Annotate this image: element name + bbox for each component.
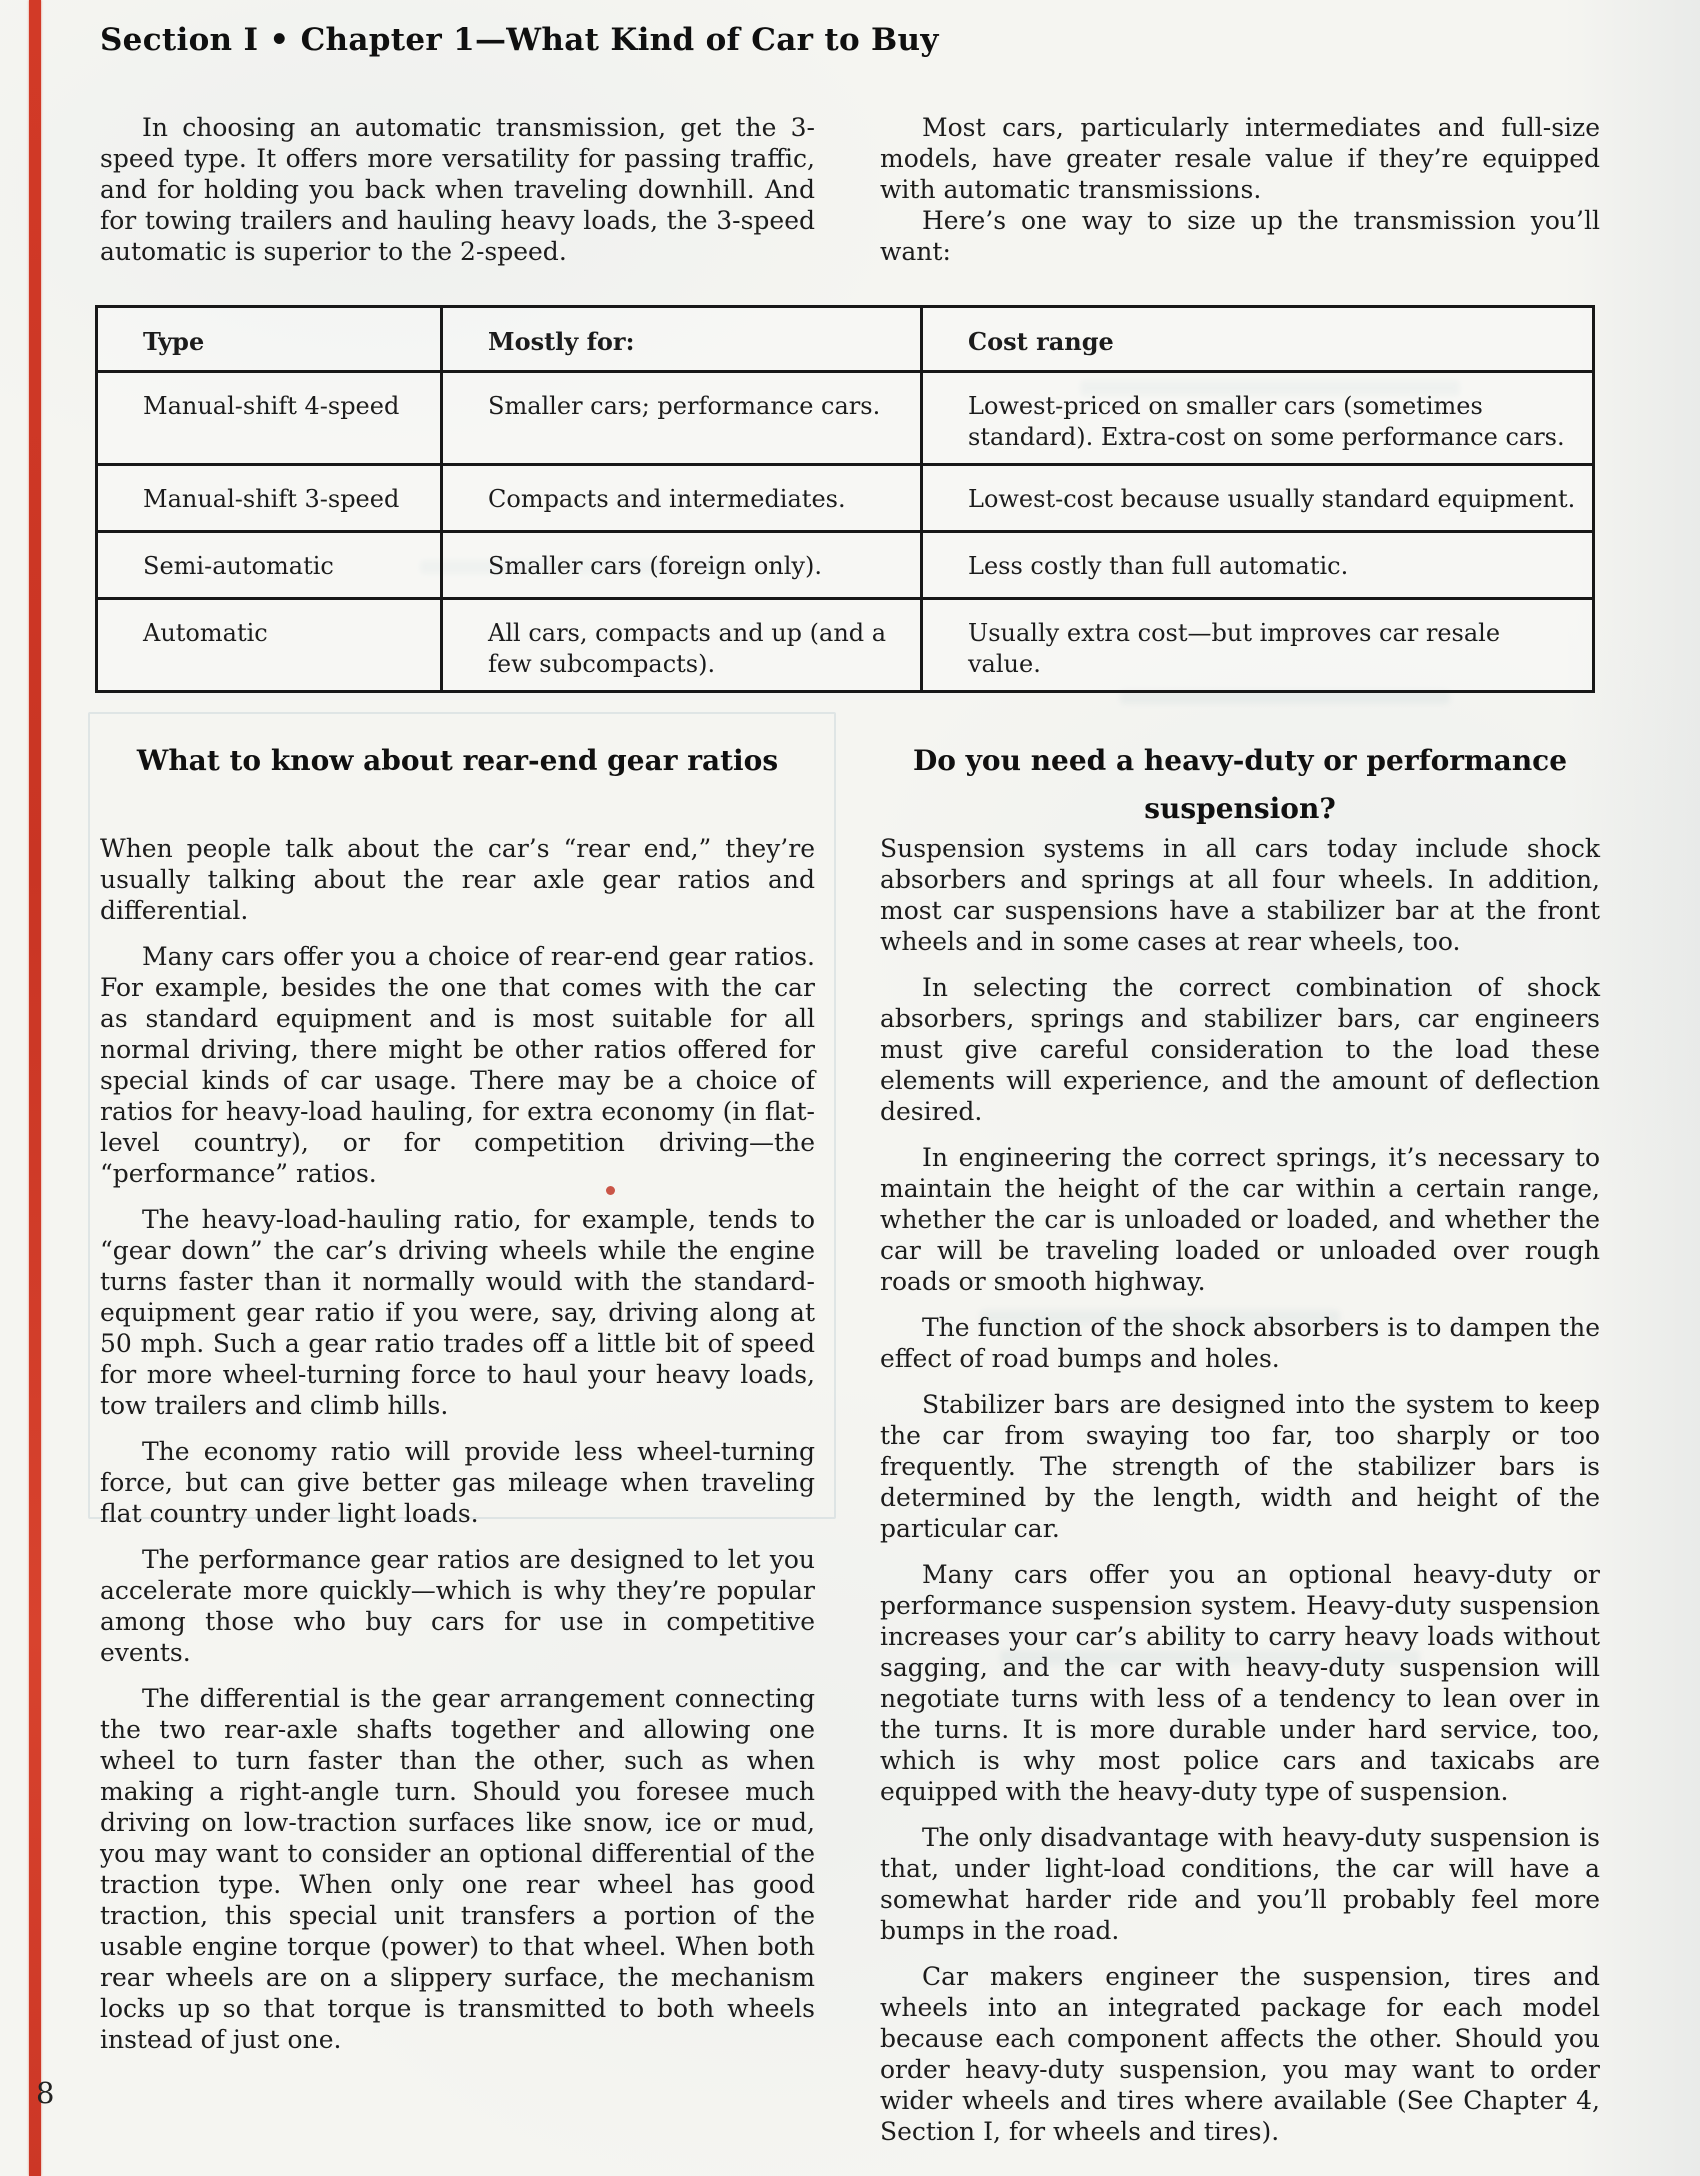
cell-mostly-for: All cars, compacts and up (and a few subcompacts). bbox=[442, 599, 922, 692]
page-number: 8 bbox=[36, 2076, 55, 2110]
paragraph: The heavy-load-hauling ratio, for example, tends to “gear down” the car’s driving wheels while the engine turns faster than it normally would with the standard-equipment gear ratio if you were, say, driving along at 50 mph. Such a gear ratio trades off a little bit of speed for more wheel-turning force to haul your heavy loads, tow trailers and climb hills. bbox=[100, 1205, 815, 1420]
paragraph: Suspension systems in all cars today include shock absorbers and springs at all four wheels. In addition, most car suspensions have a stabilizer bar at the front wheels and in some cases at rear wheels, too. bbox=[880, 834, 1600, 956]
intro-columns bbox=[100, 112, 1600, 267]
paragraph: Here’s one way to size up the transmission you’ll want: bbox=[880, 206, 1600, 266]
column-header-type: Type bbox=[97, 307, 442, 372]
paragraph: The only disadvantage with heavy-duty suspension is that, under light-load conditions, the car will have a somewhat harder ride and you’ll probably feel more bumps in the road. bbox=[880, 1823, 1600, 1945]
section-rear-end-gear-ratios bbox=[100, 737, 815, 2147]
table-row bbox=[97, 372, 1594, 465]
paragraph: The economy ratio will provide less wheel-turning force, but can give better gas mileage when traveling flat country under light loads. bbox=[100, 1437, 815, 1528]
column-header-cost-range: Cost range bbox=[922, 307, 1594, 372]
cell-mostly-for: Compacts and intermediates. bbox=[442, 465, 922, 532]
column-header-mostly-for: Mostly for: bbox=[442, 307, 922, 372]
paragraph: In selecting the correct combination of shock absorbers, springs and stabilizer bars, car engineers must give careful consideration to the load these elements will experience, and the amount of deflection desired. bbox=[880, 973, 1600, 1126]
cell-type: Semi-automatic bbox=[97, 532, 442, 599]
paragraph: In choosing an automatic transmission, get the 3-speed type. It offers more versatility for passing traffic, and for holding you back when traveling downhill. And for towing trailers and hauling heavy loads, the 3-speed automatic is superior to the 2-speed. bbox=[100, 113, 815, 266]
cell-cost-range: Less costly than full automatic. bbox=[922, 532, 1594, 599]
cell-cost-range: Lowest-priced on smaller cars (sometimes standard). Extra-cost on some performance cars. bbox=[922, 372, 1594, 465]
cell-type: Automatic bbox=[97, 599, 442, 692]
cell-cost-range: Lowest-cost because usually standard equipment. bbox=[922, 465, 1594, 532]
section-heading: What to know about rear-end gear ratios bbox=[136, 744, 779, 777]
paragraph: Many cars offer you an optional heavy-duty or performance suspension system. Heavy-duty suspension increases your car’s ability to carry heavy loads without sagging, and the car with heavy-duty suspension will negotiate turns with less of a tendency to lean over in the turns. It is more durable under hard service, too, which is why most police cars and taxicabs are equipped with the heavy-duty type of suspension. bbox=[880, 1560, 1600, 1806]
cell-mostly-for: Smaller cars; performance cars. bbox=[442, 372, 922, 465]
paragraph: When people talk about the car’s “rear end,” they’re usually talking about the rear axle gear ratios and differential. bbox=[100, 834, 815, 925]
cell-type: Manual-shift 3-speed bbox=[97, 465, 442, 532]
cell-mostly-for: Smaller cars (foreign only). bbox=[442, 532, 922, 599]
paragraph: Stabilizer bars are designed into the system to keep the car from swaying too far, too sharply or too frequently. The strength of the stabilizer bars is determined by the length, width and height of the particular car. bbox=[880, 1390, 1600, 1543]
intro-right-column bbox=[880, 112, 1600, 267]
body-columns bbox=[100, 737, 1600, 2147]
section-heavy-duty-suspension bbox=[880, 737, 1600, 2147]
paragraph: Car makers engineer the suspension, tires and wheels into an integrated package for each model because each component affects the other. Should you order heavy-duty suspension, you may want to order wider wheels and tires where available (See Chapter 4, Section I, for wheels and tires). bbox=[880, 1962, 1600, 2146]
intro-left-column bbox=[100, 112, 815, 267]
paragraph: Most cars, particularly intermediates and full-size models, have greater resale value if they’re equipped with automatic transmissions. bbox=[880, 113, 1600, 204]
page-title: Section I • Chapter 1—What Kind of Car to Buy bbox=[100, 22, 939, 58]
paragraph: The differential is the gear arrangement connecting the two rear-axle shafts together and allowing one wheel to turn faster than the other, such as when making a right-angle turn. Should you foresee much driving on low-traction surfaces like snow, ice or mud, you may want to consider an optional differential of the traction type. When only one rear wheel has good traction, this special unit transfers a portion of the usable engine torque (power) to that wheel. When both rear wheels are on a slippery surface, the mechanism locks up so that torque is transmitted to both wheels instead of just one. bbox=[100, 1684, 815, 2054]
section-heading: Do you need a heavy-duty or performance suspension? bbox=[912, 744, 1568, 825]
paragraph: The performance gear ratios are designed to let you accelerate more quickly—which is why they’re popular among those who buy cars for use in competitive events. bbox=[100, 1545, 815, 1667]
cell-cost-range: Usually extra cost—but improves car resale value. bbox=[922, 599, 1594, 692]
transmission-table bbox=[95, 305, 1595, 693]
cell-type: Manual-shift 4-speed bbox=[97, 372, 442, 465]
paragraph: Many cars offer you a choice of rear-end gear ratios. For example, besides the one that comes with the car as standard equipment and is most suitable for all normal driving, there might be other ratios offered for special kinds of car usage. There may be a choice of ratios for heavy-load hauling, for extra economy (in flat-level country), or for competition driving—the “performance” ratios. bbox=[100, 942, 815, 1188]
paragraph: The function of the shock absorbers is to dampen the effect of road bumps and holes. bbox=[880, 1313, 1600, 1373]
table-row bbox=[97, 532, 1594, 599]
table-header-row bbox=[97, 307, 1594, 372]
paragraph: In engineering the correct springs, it’s necessary to maintain the height of the car within a certain range, whether the car is unloaded or loaded, and whether the car will be traveling loaded or unloaded over rough roads or smooth highway. bbox=[880, 1143, 1600, 1296]
table-row bbox=[97, 599, 1594, 692]
table-row bbox=[97, 465, 1594, 532]
left-margin-red-line bbox=[29, 0, 41, 2176]
